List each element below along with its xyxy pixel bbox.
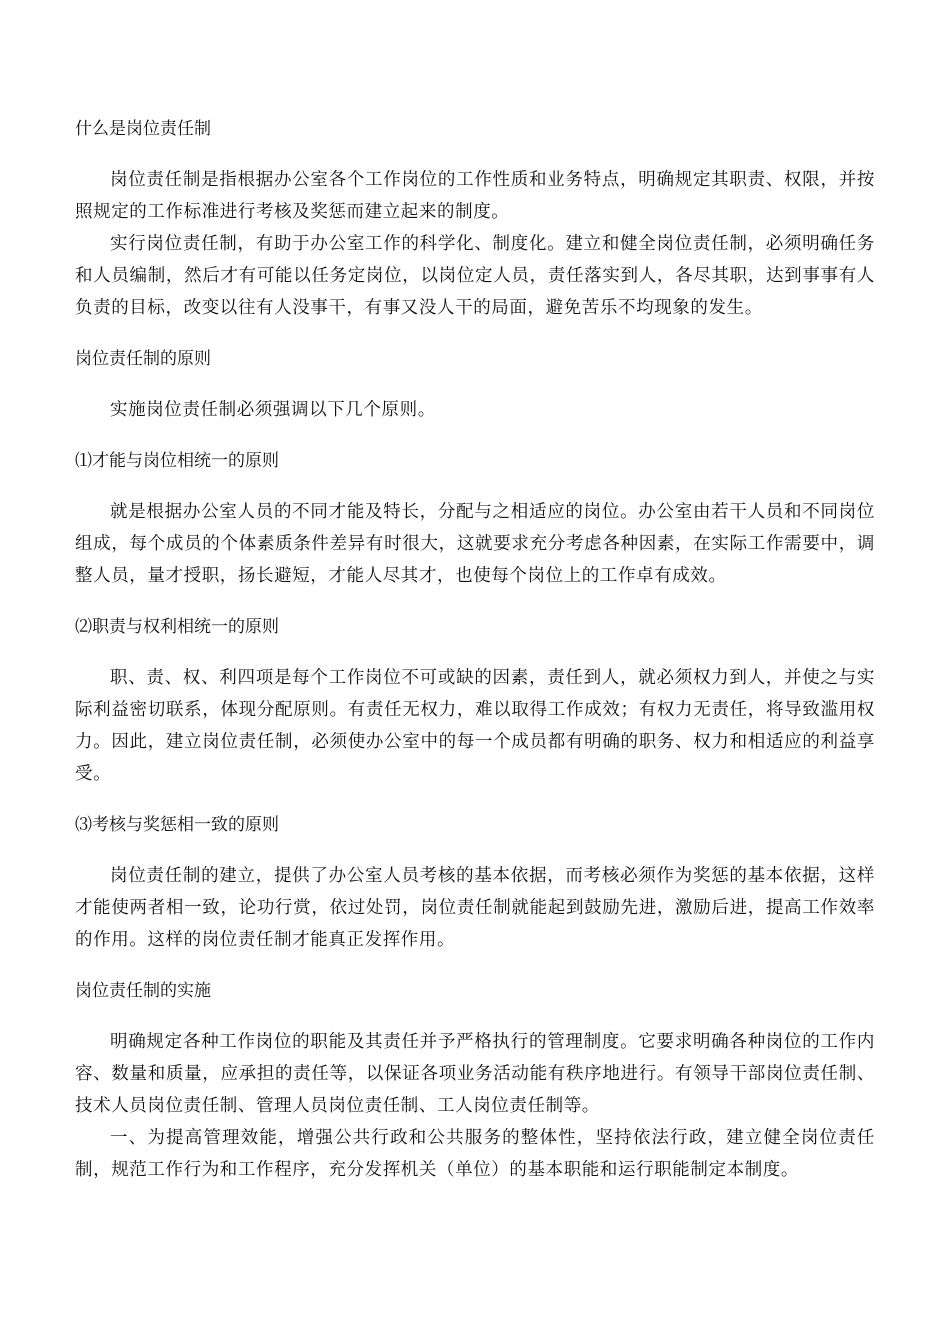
section-heading: 岗位责任制的实施 — [75, 981, 211, 1001]
section-heading: ⑵职责与权利相统一的原则 — [75, 617, 279, 637]
section-heading: 什么是岗位责任制 — [75, 119, 211, 139]
paragraph: 实行岗位责任制，有助于办公室工作的科学化、制度化。建立和健全岗位责任制，必须明确任务和人员编制，然后才有可能以任务定岗位，以岗位定人员，责任落实到人，各尽其职，达到事事有人负责的目标，改变以往有人没事干，有事又没人干的局面，避免苦乐不均现象的发生。 — [75, 234, 875, 318]
section-heading: ⑴才能与岗位相统一的原则 — [75, 451, 279, 471]
section-principles — [75, 342, 875, 426]
section-principle-3 — [75, 808, 875, 956]
section-principle-1 — [75, 444, 875, 592]
section-heading: ⑶考核与奖惩相一致的原则 — [75, 815, 279, 835]
paragraph: 职、责、权、利四项是每个工作岗位不可或缺的因素，责任到人，就必须权力到人，并使之与实际利益密切联系，体现分配原则。有责任无权力，难以取得工作成效；有权力无责任，将导致滥用权力。因此，建立岗位责任制，必须使办公室中的每一个成员都有明确的职务、权力和相适应的利益享受。 — [75, 668, 875, 784]
paragraph: 就是根据办公室人员的不同才能及特长，分配与之相适应的岗位。办公室由若干人员和不同岗位组成，每个成员的个体素质条件差异有时很大，这就要求充分考虑各种因素，在实际工作需要中，调整人员，量才授职，扬长避短，才能人尽其才，也使每个岗位上的工作卓有成效。 — [75, 502, 875, 586]
paragraph: 实施岗位责任制必须强调以下几个原则。 — [110, 400, 436, 420]
section-principle-2 — [75, 610, 875, 790]
section-heading: 岗位责任制的原则 — [75, 349, 211, 369]
paragraph: 明确规定各种工作岗位的职能及其责任并予严格执行的管理制度。它要求明确各种岗位的工作内容、数量和质量，应承担的责任等，以保证各项业务活动能有秩序地进行。有领导干部岗位责任制、技术人员岗位责任制、管理人员岗位责任制、工人岗位责任制等。 — [75, 1032, 875, 1116]
paragraph: 岗位责任制的建立，提供了办公室人员考核的基本依据，而考核必须作为奖惩的基本依据，这样才能使两者相一致，论功行赏，依过处罚，岗位责任制就能起到鼓励先进，激励后进，提高工作效率的作用。这样的岗位责任制才能真正发挥作用。 — [75, 866, 875, 950]
section-what-is — [75, 112, 875, 324]
document-page — [75, 112, 875, 1186]
paragraph: 岗位责任制是指根据办公室各个工作岗位的工作性质和业务特点，明确规定其职责、权限，并按照规定的工作标准进行考核及奖惩而建立起来的制度。 — [75, 170, 875, 222]
paragraph: 一、为提高管理效能，增强公共行政和公共服务的整体性，坚持依法行政，建立健全岗位责任制，规范工作行为和工作程序，充分发挥机关（单位）的基本职能和运行职能制定本制度。 — [75, 1128, 875, 1180]
section-implementation — [75, 974, 875, 1186]
